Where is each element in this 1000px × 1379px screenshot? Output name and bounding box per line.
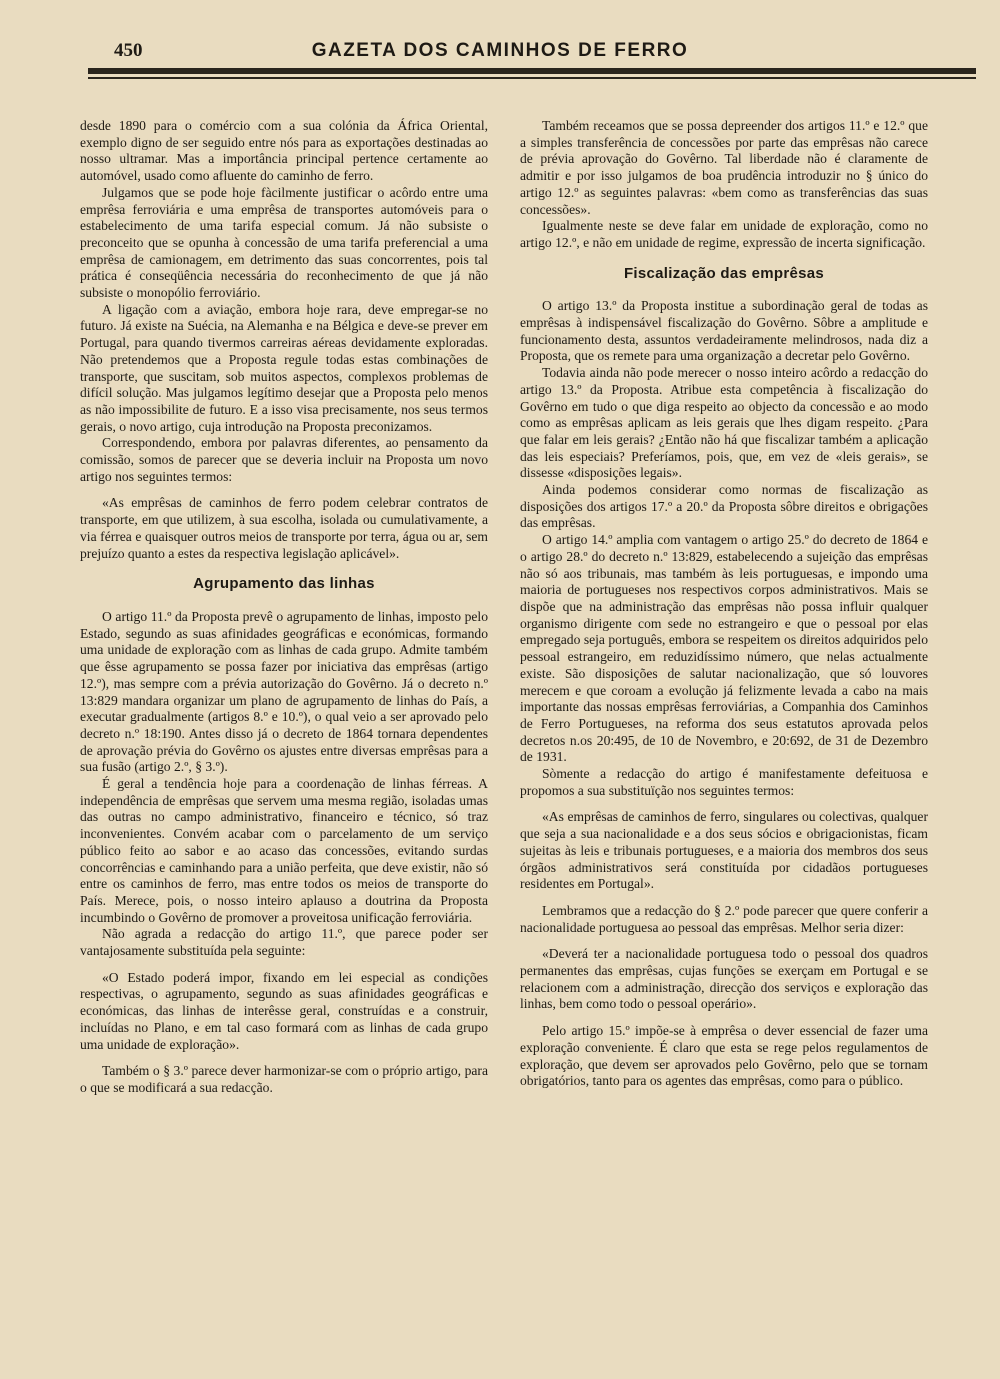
paragraph: Pelo artigo 15.º impõe-se à emprêsa o dever essencial de fazer uma exploração conveniente. É claro que esta se rege pelos regulamentos de exploração, que devem ser aprovados pelo Govêrno, pelo que se tornam obrigatórios, tanto para os agentes das emprêsas, como para o público.	[520, 1023, 928, 1089]
section-heading: Fiscalização das emprêsas	[623, 264, 825, 282]
page-number: 450	[114, 40, 143, 61]
paragraph: desde 1890 para o comércio com a sua colónia da África Oriental, exemplo digno de ser seguido entre nós para as exportações destinadas ao nosso ultramar. Mas a importância principal pertence certamente ao automóvel, usado como afluente do caminho de ferro.	[80, 118, 488, 184]
header-rule-thin	[88, 77, 976, 79]
section-heading: Agrupamento das linhas	[193, 575, 375, 593]
paragraph: É geral a tendência hoje para a coordenação de linhas férreas. A independência de emprêsas que servem uma mesma região, isoladas umas das outras no campo administrativo, financeiro e técnico, só traz inconvenientes. Convém acabar com o parcelamento de um serviço público feito ao sabor e ao acaso das concessões, evitando surdas concorrências e caminhando para a união perfeita, que deve existir, não só entre os caminhos de ferro, mas entre todos os meios de transporte do País. Merece, pois, o nosso inteiro aplauso a doutrina da Proposta incumbindo o Govêrno de promover a proveitosa unificação ferroviária.	[80, 776, 488, 925]
quoted-article: «Deverá ter a nacionalidade portuguesa todo o pessoal dos quadros permanentes das emprêsas, cujas funções se exerçam em Portugal e se relacionem com a administração, direcção dos serviços e exploração das linhas, bem como todo o pessoal operário».	[520, 946, 928, 1012]
paragraph: Igualmente neste se deve falar em unidade de exploração, como no artigo 12.º, e não em unidade de regime, expressão de incerta significação.	[520, 218, 928, 250]
paragraph: Julgamos que se pode hoje fàcilmente justificar o acôrdo entre uma emprêsa ferroviária e uma emprêsa de transportes automóveis para o estabelecimento de uma tarifa especial comum. Já não subsiste o preconceito que se opunha à concessão de uma tarifa preferencial a uma emprêsa de camionagem, em detrimento das suas concorrentes, pois tal prática é conseqüência necessária do reconhecimento de que já não subsiste o monopólio ferroviário.	[80, 184, 488, 301]
paragraph: Lembramos que a redacção do § 2.º pode parecer que quere conferir a nacionalidade portuguesa ao pessoal das emprêsas. Melhor seria dizer:	[520, 902, 928, 935]
paragraph: O artigo 13.º da Proposta institue a subordinação geral de todas as emprêsas à indispensável fiscalização do Govêrno. Sôbre a amplitude e funcionamento desta, assuntos verdadeiramente melindrosos, nada diz a Proposta, que os remete para uma organização a decretar pelo Govêrno.	[520, 298, 928, 364]
paragraph: Correspondendo, embora por palavras diferentes, ao pensamento da comissão, somos de parecer que se deveria incluir na Proposta um novo artigo nos seguintes termos:	[80, 435, 488, 484]
quoted-article: «As emprêsas de caminhos de ferro, singulares ou colectivas, qualquer que seja a sua nacionalidade e a dos seus sócios e obrigacionistas, ficam sujeitas às leis e tribunais portugueses, e a maioria dos membros dos seus órgãos administrativos será constituída por cidadãos portugueses residentes em Portugal».	[520, 809, 928, 892]
quoted-article: «O Estado poderá impor, fixando em lei especial as condições respectivas, o agrupamento, segundo as suas afinidades geográficas e económicas, das linhas de interêsse geral, construídas e a construir, incluídas no Plano, e em tal caso formará com as linhas de cada grupo uma unidade de exploração».	[80, 969, 488, 1052]
paragraph: Todavia ainda não pode merecer o nosso inteiro acôrdo a redacção do artigo 13.º da Proposta. Atribue esta competência à fiscalização do Govêrno em tudo o que diga respeito ao objecto da concessão e ao modo como as emprêsas aplicam as leis gerais que lhes digam respeito. ¿Para que falar em leis gerais? ¿Então não há que fiscalizar também a aplicação das leis especiais? Preferíamos, pois, que, em vez de «leis gerais», se dissesse «disposições legais».	[520, 365, 928, 481]
paragraph: Sòmente a redacção do artigo é manifestamente defeituosa e propomos a sua substituïção nos seguintes termos:	[520, 766, 928, 798]
left-column	[80, 118, 488, 1097]
paragraph: Não agrada a redacção do artigo 11.º, que parece poder ser vantajosamente substituída pela seguinte:	[80, 926, 488, 959]
paragraph: O artigo 14.º amplia com vantagem o artigo 25.º do decreto de 1864 e o artigo 28.º do decreto n.º 13:829, estabelecendo a sujeição das emprêsas não só aos tribunais, mas também às leis portuguesas, e impondo uma maioria de portugueses nos respectivos corpos administrativos. Mais se dispõe que na administração das emprêsas não possa influir qualquer organismo dirigente com sede no estrangeiro e que o pessoal por elas empregado seja português, embora se respeitem os direitos adquiridos pelo pessoal estrangeiro, em reduzidíssimo número, que nelas actualmente existe. São disposições de salutar nacionalização, que só louvores merecem e que coroam a evolução já felizmente levada a cabo na mais importante das nossas emprêsas ferroviárias, a Companhia dos Caminhos de Ferro Portugueses, na reforma dos seus estatutos aprovada pelos decretos n.os 20:495, de 10 de Novembro, e 20:692, de 31 de Dezembro de 1931.	[520, 532, 928, 765]
quoted-article: «As emprêsas de caminhos de ferro podem celebrar contratos de transporte, em que utilizem, à sua escolha, isolada ou cumulativamente, a via férrea e quaisquer outros meios de transporte por terra, água ou ar, sem prejuízo quanto a estes da respectiva legislação aplicável».	[80, 495, 488, 561]
paragraph: Ainda podemos considerar como normas de fiscalização as disposições dos artigos 17.º a 20.º da Proposta sôbre direitos e obrigações das emprêsas.	[520, 482, 928, 531]
running-title: GAZETA DOS CAMINHOS DE FERRO	[311, 40, 689, 61]
right-column	[520, 118, 928, 1090]
paragraph: A ligação com a aviação, embora hoje rara, deve empregar-se no futuro. Já existe na Suécia, na Alemanha e na Bélgica e deve-se prever em Portugal, para quando tivermos carreiras aéreas devidamente exploradas. Não pretendemos que a Proposta regule todas estas combinações de transporte, que suscitam, sob muitos aspectos, complexos problemas de difícil solução. Mas julgamos legítimo desejar que a Proposta pelo menos as não impossibilite de futuro. E a isso visa precisamente, nos seus termos gerais, o novo artigo, cuja introdução na Proposta preconizamos.	[80, 301, 488, 434]
paragraph: Também o § 3.º parece dever harmonizar-se com o próprio artigo, para o que se modificará a sua redacção.	[80, 1063, 488, 1095]
header-rule-thick	[88, 68, 976, 74]
paragraph: Também receamos que se possa depreender dos artigos 11.º e 12.º que a simples transferência de concessões por parte das emprêsas não carece de prévia aprovação do Govêrno. Tal liberdade não é claramente de admitir e por isso julgamos de boa prudência introduzir no § único do artigo 12.º as seguintes palavras: «bem como as transferências das suas concessões».	[520, 118, 928, 217]
paragraph: O artigo 11.º da Proposta prevê o agrupamento de linhas, imposto pelo Estado, segundo as suas afinidades geográficas e económicas, formando uma unidade de exploração com as linhas de cada grupo. Admite também que êsse agrupamento se possa fazer por iniciativa das emprêsas (artigo 12.º), mas sempre com a prévia autorização do Govêrno. Já o decreto n.º 13:829 mandara organizar um plano de agrupamento de linhas do País, a executar gradualmente (artigos 8.º e 10.º), o qual veio a ser aprovado pelo decreto n.º 18:190. Antes disso já o decreto de 1864 tornara dependentes de aprovação prévia do Govêrno os ajustes entre diversas emprêsas para a sua fusão (artigo 2.º, § 3.º).	[80, 608, 488, 775]
